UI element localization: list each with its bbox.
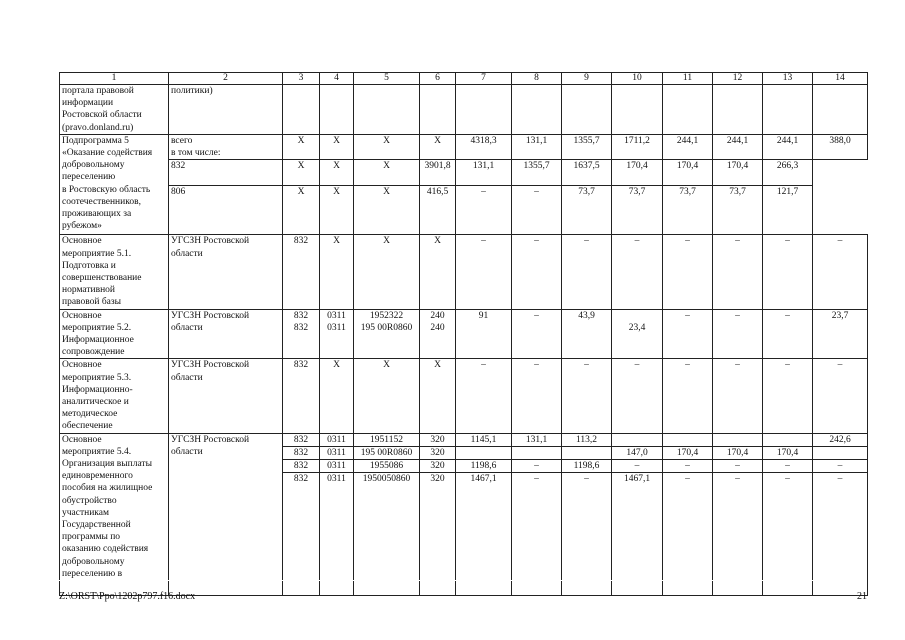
event-5-3-col-13: – bbox=[763, 359, 813, 433]
sub5-health-col-6: 416,5 bbox=[420, 185, 456, 235]
sub5-ugszn-col-3: Х bbox=[283, 160, 320, 185]
event-5-4-sub-1-col-3: 832 bbox=[283, 433, 320, 446]
event-5-4-sub-2-col-11: 170,4 bbox=[663, 446, 713, 459]
column-header-1: 1 bbox=[60, 73, 169, 85]
event-5-4-sub-1-col-11 bbox=[663, 433, 713, 446]
event-5-3-col-11: – bbox=[663, 359, 713, 433]
event-5-4-sub-3-col-6: 320 bbox=[420, 460, 456, 473]
event-5-1-col-1: Основное мероприятие 5.1. Подготовка и совершенствование нормативной правовой базы bbox=[60, 235, 169, 309]
event-5-1-col-2: УГСЗН Ростовской области bbox=[169, 235, 283, 309]
sub5-total-col-10: 1711,2 bbox=[612, 134, 663, 159]
portal-col-9 bbox=[562, 85, 612, 135]
column-header-13: 13 bbox=[763, 73, 813, 85]
portal-col-6 bbox=[420, 85, 456, 135]
column-header-3: 3 bbox=[283, 73, 320, 85]
sub5-health-col-10: 73,7 bbox=[612, 185, 663, 235]
sub5-health-col-8: – bbox=[512, 185, 562, 235]
portal-col-14 bbox=[813, 85, 868, 135]
sub5-total-col-5: Х bbox=[354, 134, 420, 159]
event-5-1-col-6: Х bbox=[420, 235, 456, 309]
event-5-1-col-8: – bbox=[512, 235, 562, 309]
event-5-3-col-6: Х bbox=[420, 359, 456, 433]
sub5-total-col-7: 4318,3 bbox=[456, 134, 512, 159]
column-header-12: 12 bbox=[713, 73, 763, 85]
event-5-4-sub-2-col-4: 0311 bbox=[320, 446, 354, 459]
event-5-1-col-9: – bbox=[562, 235, 612, 309]
event-5-1-col-14: – bbox=[813, 235, 868, 309]
sub5-total-col-2: всего в том числе: bbox=[169, 134, 283, 159]
event-5-3-col-5: Х bbox=[354, 359, 420, 433]
event-5-2-col-8: – bbox=[512, 309, 562, 359]
footer-file-path: Z:\ORST\Ppo\1202p797.f16.docx bbox=[59, 591, 196, 602]
page-cut bbox=[59, 580, 867, 581]
event-5-4-sub-4-col-14: – bbox=[813, 473, 868, 596]
sub5-total-col-3: Х bbox=[283, 134, 320, 159]
event-5-4-sub-2-col-13: 170,4 bbox=[763, 446, 813, 459]
table-row-event-5-2 bbox=[60, 309, 868, 359]
sub5-ugszn-col-13: 266,3 bbox=[763, 160, 813, 185]
event-5-3-col-10: – bbox=[612, 359, 663, 433]
event-5-2-col-5: 1952322 195 00R0860 bbox=[354, 309, 420, 359]
sub5-ugszn-col-5: Х bbox=[354, 160, 420, 185]
event-5-3-col-1: Основное мероприятие 5.3. Информационно- аналитическое и методическое обеспечение bbox=[60, 359, 169, 433]
sub5-ugszn-col-10: 170,4 bbox=[612, 160, 663, 185]
table-row-event-5-3 bbox=[60, 359, 868, 433]
event-5-4-sub-1-col-8: 131,1 bbox=[512, 433, 562, 446]
event-5-4-sub-4-col-4: 0311 bbox=[320, 473, 354, 596]
sub5-health-col-7: – bbox=[456, 185, 512, 235]
event-5-3-col-2: УГСЗН Ростовской области bbox=[169, 359, 283, 433]
event-5-4-sub-4-col-8: – bbox=[512, 473, 562, 596]
table-row-sub5-total bbox=[60, 134, 868, 159]
event-5-4-sub-1-col-10 bbox=[612, 433, 663, 446]
sub5-ugszn-col-7: 131,1 bbox=[456, 160, 512, 185]
event-5-2-col-3: 832 832 bbox=[283, 309, 320, 359]
event-5-4-sub-1-col-12 bbox=[713, 433, 763, 446]
event-5-4-sub-2-col-10: 147,0 bbox=[612, 446, 663, 459]
portal-col-12 bbox=[713, 85, 763, 135]
event-5-2-col-12: – bbox=[713, 309, 763, 359]
event-5-3-col-12: – bbox=[713, 359, 763, 433]
event-5-4-sub-2-col-9 bbox=[562, 446, 612, 459]
sub5-total-col-14: 388,0 bbox=[813, 134, 868, 159]
event-5-2-col-10: 23,4 bbox=[612, 309, 663, 359]
event-5-4-sub-1-col-6: 320 bbox=[420, 433, 456, 446]
sub5-ugszn-col-11: 170,4 bbox=[663, 160, 713, 185]
column-header-6: 6 bbox=[420, 73, 456, 85]
event-5-2-col-14: 23,7 bbox=[813, 309, 868, 359]
event-5-4-sub-2-col-12: 170,4 bbox=[713, 446, 763, 459]
portal-col-4 bbox=[320, 85, 354, 135]
sub5-total-col-12: 244,1 bbox=[713, 134, 763, 159]
event-5-2-col-7: 91 bbox=[456, 309, 512, 359]
event-5-1-col-3: 832 bbox=[283, 235, 320, 309]
column-header-7: 7 bbox=[456, 73, 512, 85]
event-5-4-sub-3-col-11: – bbox=[663, 460, 713, 473]
event-5-4-sub-4-col-3: 832 bbox=[283, 473, 320, 596]
event-5-4-sub-2-col-5: 195 00R0860 bbox=[354, 446, 420, 459]
event-5-2-col-2: УГСЗН Ростовской области bbox=[169, 309, 283, 359]
event-5-4-sub-4-col-13: – bbox=[763, 473, 813, 596]
event-5-1-col-5: Х bbox=[354, 235, 420, 309]
event-5-4-sub-2-col-7 bbox=[456, 446, 512, 459]
event-5-4-executor: УГСЗН Ростовской области bbox=[169, 433, 283, 596]
event-5-4-sub-3-col-14: – bbox=[813, 460, 868, 473]
event-5-4-sub-3-col-9: 1198,6 bbox=[562, 460, 612, 473]
event-5-1-col-7: – bbox=[456, 235, 512, 309]
event-5-4-sub-1-col-7: 1145,1 bbox=[456, 433, 512, 446]
event-5-4-sub-2-col-14 bbox=[813, 446, 868, 459]
event-5-4-sub-1-col-4: 0311 bbox=[320, 433, 354, 446]
portal-col-7 bbox=[456, 85, 512, 135]
event-5-4-sub-3-col-3: 832 bbox=[283, 460, 320, 473]
sub5-health-col-2: 806 bbox=[169, 185, 283, 235]
event-5-3-col-7: – bbox=[456, 359, 512, 433]
event-5-1-col-11: – bbox=[663, 235, 713, 309]
portal-col-2: политики) bbox=[169, 85, 283, 135]
sub5-ugszn-col-9: 1637,5 bbox=[562, 160, 612, 185]
event-5-4-sub-3-col-5: 1955086 bbox=[354, 460, 420, 473]
event-5-4-sub-2-col-6: 320 bbox=[420, 446, 456, 459]
event-5-4-sub-4-col-7: 1467,1 bbox=[456, 473, 512, 596]
portal-col-5 bbox=[354, 85, 420, 135]
sub5-health-col-11: 73,7 bbox=[663, 185, 713, 235]
column-header-2: 2 bbox=[169, 73, 283, 85]
column-header-14: 14 bbox=[813, 73, 868, 85]
event-5-4-sub-4-col-5: 1950050860 bbox=[354, 473, 420, 596]
event-5-4-sub-3-col-4: 0311 bbox=[320, 460, 354, 473]
column-header-9: 9 bbox=[562, 73, 612, 85]
event-5-4-sub-3-col-13: – bbox=[763, 460, 813, 473]
event-5-2-col-13: – bbox=[763, 309, 813, 359]
event-5-4-sub-2-col-3: 832 bbox=[283, 446, 320, 459]
table-row-event-5-4-sub-1 bbox=[60, 433, 868, 446]
budget-table bbox=[59, 72, 868, 596]
event-5-4-sub-2-col-8 bbox=[512, 446, 562, 459]
event-5-3-col-4: Х bbox=[320, 359, 354, 433]
event-5-4-sub-4-col-9: – bbox=[562, 473, 612, 596]
sub5-ugszn-col-4: Х bbox=[320, 160, 354, 185]
table-row-sub5-ugszn bbox=[60, 160, 868, 185]
table-header-row bbox=[60, 73, 868, 85]
portal-col-8 bbox=[512, 85, 562, 135]
sub5-total-col-6: Х bbox=[420, 134, 456, 159]
sub5-total-col-11: 244,1 bbox=[663, 134, 713, 159]
sub5-health-col-13: 121,7 bbox=[763, 185, 813, 235]
event-5-4-name: Основное мероприятие 5.4. Организация выплаты единовременного пособия на жилищное обустройство участникам Государственной программы по оказанию содействия добровольному переселению в bbox=[60, 433, 169, 596]
event-5-3-col-3: 832 bbox=[283, 359, 320, 433]
event-5-4-sub-4-col-6: 320 bbox=[420, 473, 456, 596]
page-number: 21 bbox=[857, 591, 867, 602]
event-5-4-sub-3-col-8: – bbox=[512, 460, 562, 473]
sub5-health-col-4: Х bbox=[320, 185, 354, 235]
event-5-3-col-14: – bbox=[813, 359, 868, 433]
event-5-4-sub-1-col-13 bbox=[763, 433, 813, 446]
portal-col-11 bbox=[663, 85, 713, 135]
sub5-total-col-9: 1355,7 bbox=[562, 134, 612, 159]
event-5-1-col-4: Х bbox=[320, 235, 354, 309]
sub5-health-col-5: Х bbox=[354, 185, 420, 235]
table-row-event-5-1 bbox=[60, 235, 868, 309]
event-5-4-sub-4-col-12: – bbox=[713, 473, 763, 596]
portal-col-1: портала правовой информации Ростовской области (pravo.donland.ru) bbox=[60, 85, 169, 135]
sub5-health-col-12: 73,7 bbox=[713, 185, 763, 235]
event-5-1-col-13: – bbox=[763, 235, 813, 309]
sub5-total-col-1: Подпрограмма 5 «Оказание содействия добровольному переселению в Ростовскую область соотечественников, проживающих за рубежом» bbox=[60, 134, 169, 235]
event-5-1-col-12: – bbox=[713, 235, 763, 309]
portal-col-3 bbox=[283, 85, 320, 135]
sub5-ugszn-col-2: 832 bbox=[169, 160, 283, 185]
column-header-4: 4 bbox=[320, 73, 354, 85]
column-header-5: 5 bbox=[354, 73, 420, 85]
sub5-ugszn-col-8: 1355,7 bbox=[512, 160, 562, 185]
sub5-ugszn-col-12: 170,4 bbox=[713, 160, 763, 185]
event-5-3-col-8: – bbox=[512, 359, 562, 433]
column-header-11: 11 bbox=[663, 73, 713, 85]
sub5-total-col-8: 131,1 bbox=[512, 134, 562, 159]
event-5-4-sub-1-col-14: 242,6 bbox=[813, 433, 868, 446]
event-5-4-sub-4-col-11: – bbox=[663, 473, 713, 596]
portal-col-10 bbox=[612, 85, 663, 135]
event-5-4-sub-1-col-5: 1951152 bbox=[354, 433, 420, 446]
table-row-portal bbox=[60, 85, 868, 135]
sub5-ugszn-col-6: 3901,8 bbox=[420, 160, 456, 185]
event-5-4-sub-1-col-9: 113,2 bbox=[562, 433, 612, 446]
event-5-1-col-10: – bbox=[612, 235, 663, 309]
table-row-sub5-health bbox=[60, 185, 868, 235]
event-5-2-col-9: 43,9 bbox=[562, 309, 612, 359]
event-5-2-col-4: 0311 0311 bbox=[320, 309, 354, 359]
sub5-health-col-9: 73,7 bbox=[562, 185, 612, 235]
column-header-8: 8 bbox=[512, 73, 562, 85]
event-5-4-sub-3-col-12: – bbox=[713, 460, 763, 473]
sub5-total-col-13: 244,1 bbox=[763, 134, 813, 159]
event-5-2-col-6: 240 240 bbox=[420, 309, 456, 359]
sub5-total-col-4: Х bbox=[320, 134, 354, 159]
event-5-3-col-9: – bbox=[562, 359, 612, 433]
column-header-10: 10 bbox=[612, 73, 663, 85]
sub5-health-col-3: Х bbox=[283, 185, 320, 235]
event-5-4-sub-3-col-7: 1198,6 bbox=[456, 460, 512, 473]
portal-col-13 bbox=[763, 85, 813, 135]
event-5-4-sub-4-col-10: 1467,1 bbox=[612, 473, 663, 596]
event-5-2-col-1: Основное мероприятие 5.2. Информационное сопровождение bbox=[60, 309, 169, 359]
event-5-4-sub-3-col-10: – bbox=[612, 460, 663, 473]
event-5-2-col-11: – bbox=[663, 309, 713, 359]
